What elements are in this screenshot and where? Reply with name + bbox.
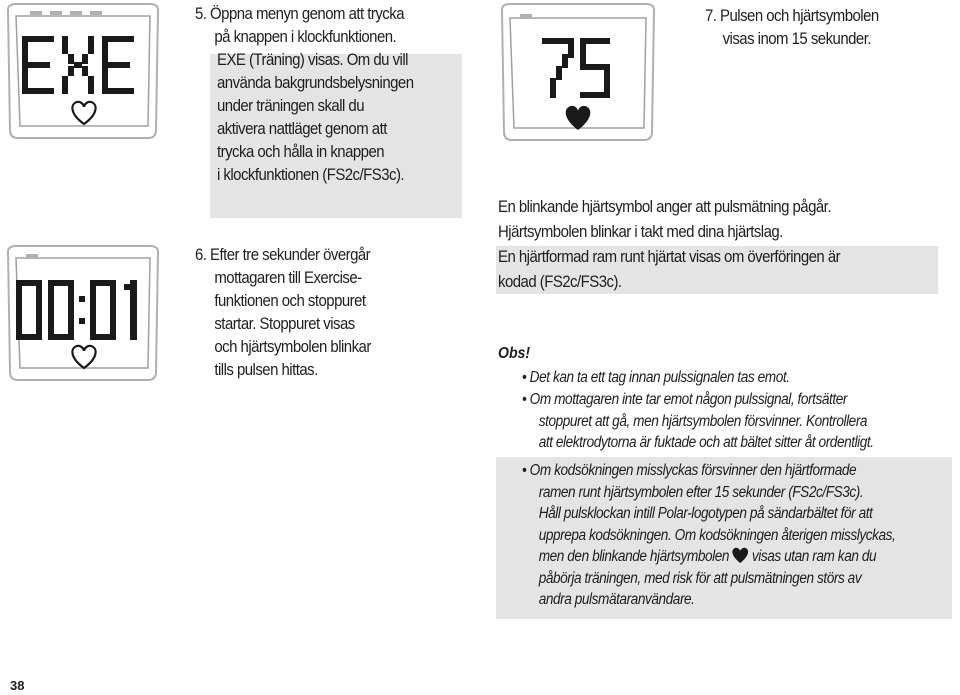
step-5-highlight-text	[217, 48, 440, 186]
step-7-line: visas inom 15 sekunder.	[722, 29, 871, 48]
watch-display-pulse	[498, 2, 658, 144]
obs-box-line: • Om kodsökningen misslyckas försvinner den hjärtformade	[522, 462, 857, 479]
obs-line: stoppuret att gå, men hjärtsymbolen försvinner. Kontrollera	[538, 412, 868, 430]
step-7	[705, 4, 902, 50]
obs-box-line: upprepa kodsökningen. Om kodsökningen återigen misslyckas,	[538, 526, 896, 544]
obs-bullet-2	[522, 389, 922, 454]
step-6-line: startar. Stoppuret visas	[214, 314, 355, 333]
step-5-line: under träningen skall du	[217, 96, 365, 115]
obs-line: att elektrodytorna är fuktade och att bältet sitter åt ordentligt.	[538, 434, 874, 451]
obs-heading: Obs!	[498, 345, 531, 362]
info-line: En blinkande hjärtsymbol anger att pulsmätning pågår.	[498, 197, 831, 216]
obs-box-line: ramen runt hjärtsymbolen efter 15 sekunder (FS2c/FS3c).	[538, 483, 864, 501]
step-5-line: EXE (Träning) visas. Om du vill	[217, 50, 408, 69]
step-5-line: 5. Öppna menyn genom att trycka	[195, 4, 404, 23]
page-number: 38	[10, 678, 25, 693]
info-line: En hjärtformad ram runt hjärtat visas om överföringen är	[498, 247, 841, 266]
obs-line: • Det kan ta ett tag innan pulssignalen tas emot.	[522, 369, 790, 386]
info-line: kodad (FS2c/FS3c).	[498, 272, 622, 291]
step-5-line: på knappen i klockfunktionen.	[214, 27, 397, 46]
step-6-line: 6. Efter tre sekunder övergår	[195, 245, 371, 264]
step-6	[195, 243, 395, 381]
watch-display-exe	[4, 2, 162, 142]
info-paragraph	[498, 194, 887, 294]
step-5-line: använda bakgrundsbelysningen	[217, 73, 414, 92]
obs-box-line: visas utan ram kan du	[751, 548, 877, 565]
watch-display-stopwatch	[4, 244, 162, 384]
step-5	[195, 2, 432, 48]
step-5-line: i klockfunktionen (FS2c/FS3c).	[217, 165, 405, 184]
obs-box-line: Håll pulsklockan intill Polar-logotypen på sändarbältet för att	[538, 505, 873, 522]
step-7-line: 7. Pulsen och hjärtsymbolen	[705, 6, 879, 25]
heart-filled-icon	[730, 546, 751, 564]
step-5-line: trycka och hålla in knappen	[217, 142, 385, 161]
step-6-line: tills pulsen hittas.	[214, 360, 318, 379]
obs-box-text	[522, 460, 946, 611]
info-line: Hjärtsymbolen blinkar i takt med dina hjärtslag.	[498, 222, 783, 241]
obs-line: • Om mottagaren inte tar emot någon pulssignal, fortsätter	[522, 391, 847, 408]
step-5-line: aktivera nattläget genom att	[217, 119, 387, 138]
step-6-line: och hjärtsymbolen blinkar	[214, 337, 371, 356]
step-6-line: funktionen och stoppuret	[214, 291, 366, 310]
obs-box-line: påbörja träningen, med risk för att pulsmätningen störs av	[538, 569, 862, 587]
obs-box-line: men den blinkande hjärtsymbolen	[538, 548, 730, 565]
obs-bullet-1	[522, 367, 826, 389]
step-6-line: mottagaren till Exercise-	[214, 268, 362, 287]
obs-box-line: andra pulsmätaranvändare.	[538, 591, 695, 608]
